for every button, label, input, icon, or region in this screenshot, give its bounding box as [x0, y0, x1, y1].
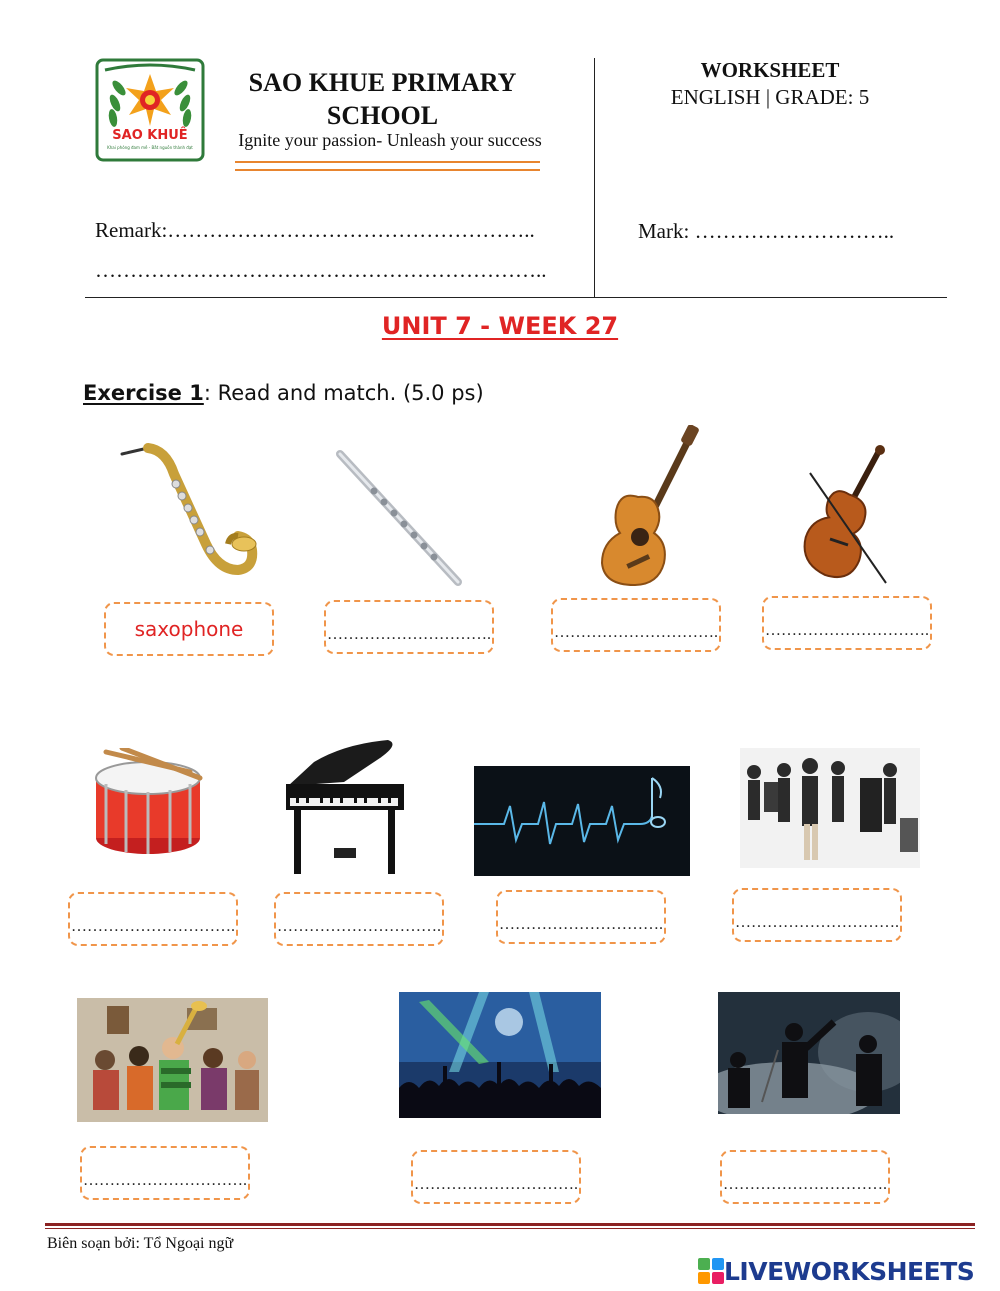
school-motto: Ignite your passion- Unleash your success: [238, 130, 542, 150]
flute-picture: [334, 448, 464, 588]
remark-field-line2: ………………………………………………………..: [95, 258, 547, 282]
violin-picture: [790, 443, 890, 588]
answer-box-6[interactable]: ………………………….: [274, 892, 444, 946]
answer-box-2[interactable]: ………………………….: [324, 600, 494, 654]
unit-title-text: UNIT 7 - WEEK 27: [381, 312, 619, 340]
school-logo: [95, 58, 205, 162]
answer-box-1[interactable]: saxophone: [104, 602, 274, 656]
footer-rule-thin: [45, 1228, 975, 1229]
school-name-line2: SCHOOL: [326, 101, 439, 130]
piano-picture: [284, 740, 409, 876]
exercise-instruction: : Read and match. (5.0 ps): [203, 381, 484, 405]
header-bottom-rule: [85, 297, 947, 298]
unit-title: [0, 312, 1000, 340]
school-name: [230, 66, 535, 132]
liveworksheets-logo[interactable]: [698, 1256, 974, 1286]
answer-box-9[interactable]: ………………………….: [80, 1146, 250, 1200]
header-divider: [594, 58, 595, 298]
remark-field: Remark:……………………………………………..: [95, 218, 535, 242]
motto-underline-top: [235, 161, 540, 163]
orchestra-picture: [77, 998, 268, 1122]
mark-field: Mark: ………………………..: [638, 219, 895, 243]
music-wave-picture: [474, 766, 690, 876]
logo-subtext: Khai phóng đam mê - Bắt nguồn thành đạt: [107, 145, 193, 150]
drum-picture: [92, 748, 210, 860]
worksheet-title: WORKSHEET: [700, 58, 840, 82]
band-picture: [740, 748, 920, 868]
liveworksheets-badge-icon: [698, 1258, 724, 1284]
saxophone-picture: [118, 440, 258, 580]
concert-picture: [399, 992, 601, 1118]
worksheet-subject-grade: ENGLISH | GRADE: 5: [670, 85, 870, 109]
answer-box-5[interactable]: ………………………….: [68, 892, 238, 946]
answer-box-7[interactable]: ………………………….: [496, 890, 666, 944]
exercise-heading: [83, 381, 484, 405]
exercise-label: Exercise 1: [83, 381, 204, 405]
answer-box-3[interactable]: ………………………….: [551, 598, 721, 652]
answer-box-10[interactable]: ………………………….: [411, 1150, 581, 1204]
guitar-picture: [596, 425, 700, 587]
motto-underline-bottom: [235, 169, 540, 171]
logo-text: SAO KHUÊ: [112, 128, 188, 143]
answer-box-8[interactable]: ………………………….: [732, 888, 902, 942]
answer-box-11[interactable]: ………………………….: [720, 1150, 890, 1204]
singer-picture: [718, 992, 900, 1114]
liveworksheets-text: LIVEWORKSHEETS: [724, 1256, 975, 1286]
answer-box-4[interactable]: ………………………….: [762, 596, 932, 650]
footer-author: Biên soạn bởi: Tổ Ngoại ngữ: [47, 1235, 234, 1252]
school-name-line1: SAO KHUE PRIMARY: [248, 68, 517, 97]
footer-rule-thick: [45, 1223, 975, 1226]
